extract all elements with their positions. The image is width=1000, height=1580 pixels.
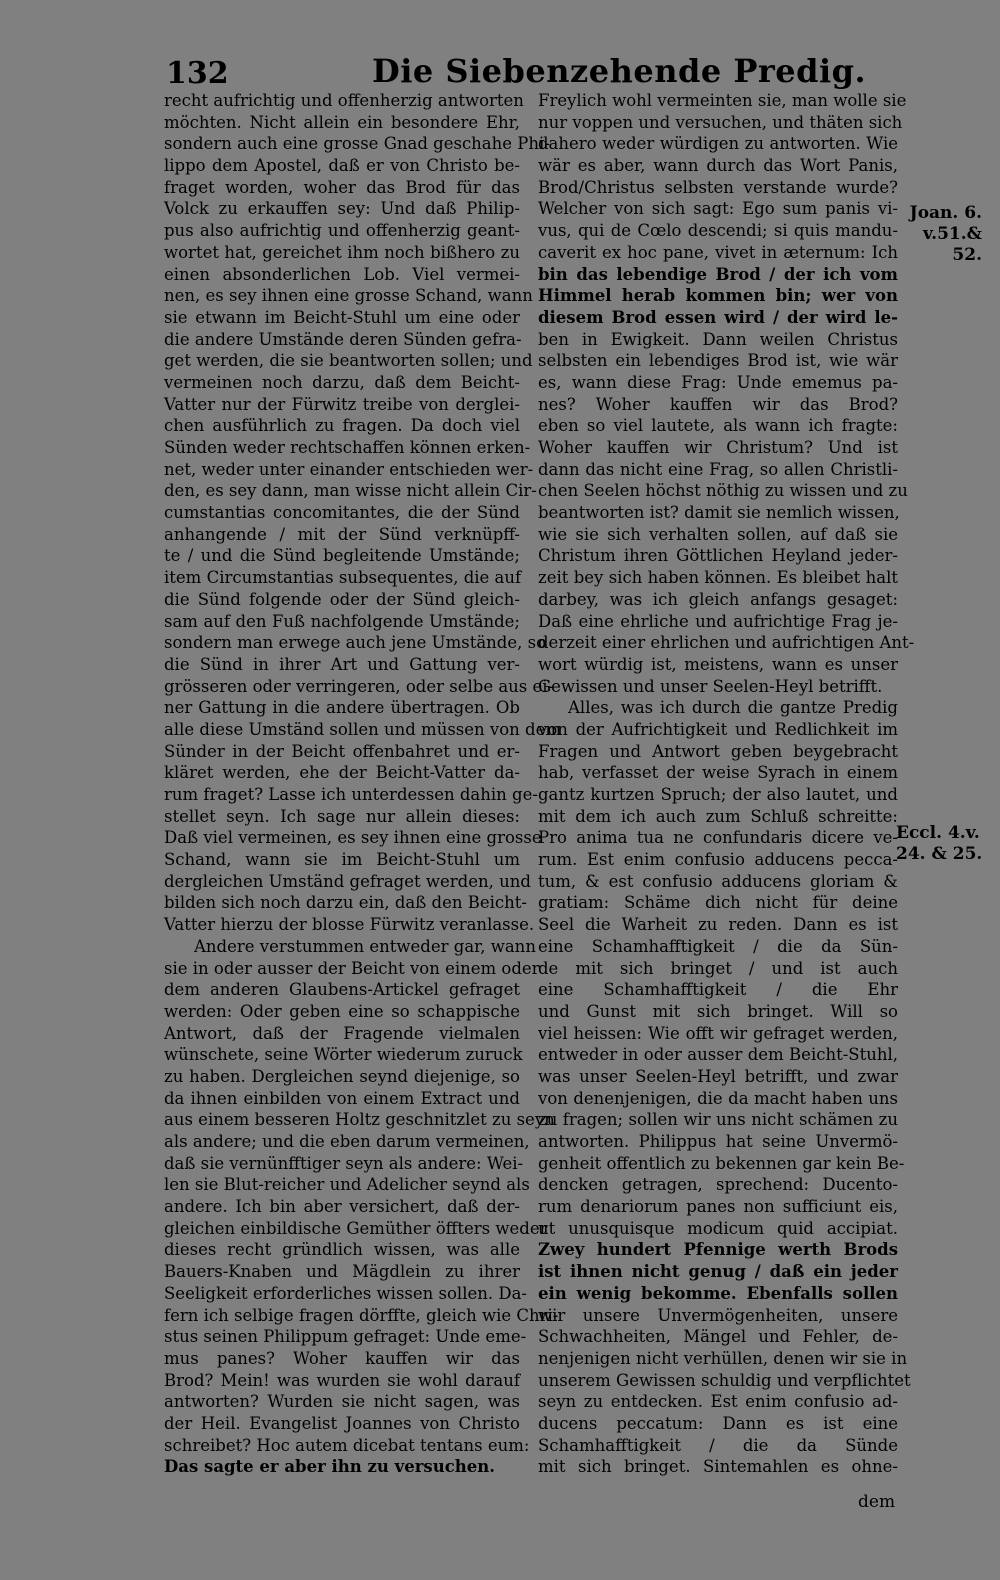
text-line: nes? Woher kauffen wir das Brod?: [538, 394, 898, 414]
text-line: aus einem besseren Holtz geschnitzlet zu seyn: [164, 1110, 555, 1130]
text-line: rum denariorum panes non sufficiunt eis,: [538, 1197, 898, 1217]
catchword: dem: [858, 1492, 896, 1512]
text-line: gleichen einbildische Gemüther öffters weder: [164, 1218, 548, 1238]
text-line: tum, & est confusio adducens gloriam &: [538, 871, 898, 891]
right-column: [538, 90, 915, 1478]
text-line: dencken getragen, sprechend: Ducento-: [538, 1175, 898, 1195]
text-line: wortet hat, gereichet ihm noch bißhero zu: [164, 242, 520, 262]
text-line: nenjenigen nicht verhüllen, denen wir sie in: [538, 1348, 908, 1368]
text-line: rum. Est enim confusio adducens pecca-: [538, 850, 898, 870]
text-line: Vatter nur der Fürwitz treibe von derglei-: [164, 394, 520, 414]
text-line: nen, es sey ihnen eine grosse Schand, wann: [164, 286, 533, 306]
text-line: mit dem ich auch zum Schluß schreitte:: [538, 806, 898, 826]
text-line: viel heissen: Wie offt wir gefraget werden,: [538, 1023, 898, 1043]
text-line: Daß eine ehrliche und aufrichtige Frag je-: [538, 611, 898, 631]
text-line: chen Seelen höchst nöthig zu wissen und zu: [538, 481, 908, 501]
text-line: de mit sich bringet / und ist auch: [538, 958, 898, 978]
text-line: dieses recht gründlich wissen, was alle: [164, 1240, 520, 1260]
text-line: Christum ihren Göttlichen Heyland jeder-: [538, 546, 898, 566]
text-line: die Sünd in ihrer Art und Gattung ver-: [164, 654, 520, 674]
text-line: die andere Umstände deren Sünden gefra-: [164, 329, 522, 349]
text-line: darbey, was ich gleich anfangs gesaget:: [538, 589, 898, 609]
text-line: get werden, die sie beantworten sollen; und: [164, 351, 533, 371]
text-line: vermeinen noch darzu, daß dem Beicht-: [164, 372, 520, 392]
margin-note-line: v.51.&: [922, 224, 982, 244]
text-line: item Circumstantias subsequentes, die auf: [164, 568, 522, 588]
text-line: Schand, wann sie im Beicht-Stuhl um: [164, 850, 520, 870]
text-line: dergleichen Umständ gefraget werden, und: [164, 871, 531, 891]
text-line: dem anderen Glaubens-Artickel gefraget: [164, 980, 520, 1000]
margin-note-line: Eccl. 4.v.: [896, 823, 980, 843]
text-line: dahero weder würdigen zu antworten. Wie: [538, 134, 898, 154]
margin-note-joan: [902, 203, 982, 266]
text-line: mit sich bringet. Sintemahlen es ohne-: [538, 1457, 898, 1477]
left-column: [164, 90, 561, 1478]
text-line: eben so viel lautete, als wann ich fragte:: [538, 416, 898, 436]
text-line: sie in oder ausser der Beicht von einem oder: [164, 958, 540, 978]
text-line: sondern man erwege auch jene Umstände, so: [164, 633, 547, 653]
text-line: hab, verfasset der weise Syrach in einem: [538, 763, 898, 783]
text-line: einen absonderlichen Lob. Viel vermei-: [164, 264, 520, 284]
text-line: ein wenig bekomme. Ebenfalls sollen: [538, 1283, 898, 1303]
text-line: Gewissen und unser Seelen-Heyl betrifft.: [538, 676, 883, 696]
text-line: alle diese Umständ sollen und müssen von dem: [164, 719, 561, 739]
text-line: ut unusquisque modicum quid accipiat.: [538, 1218, 898, 1238]
text-line: die Sünd folgende oder der Sünd gleich-: [164, 589, 520, 609]
text-line: Seel die Warheit zu reden. Dann es ist: [538, 915, 898, 935]
text-line: andere. Ich bin aber versichert, daß der-: [164, 1197, 520, 1217]
text-line: stus seinen Philippum gefraget: Unde eme-: [164, 1327, 527, 1347]
text-line: grösseren oder verringeren, oder selbe aus ei-: [164, 676, 554, 696]
text-line: Zwey hundert Pfennige werth Brods: [538, 1240, 898, 1260]
text-line: recht aufrichtig und offenherzig antworten: [164, 91, 524, 110]
text-line: zu haben. Dergleichen seynd diejenige, so: [164, 1066, 520, 1086]
text-line: fern ich selbige fragen dörffte, gleich wie Chri-: [164, 1305, 559, 1325]
running-head: Die Siebenzehende Predig.: [372, 52, 867, 90]
text-line: als andere; und die eben darum vermeinen,: [164, 1132, 530, 1151]
text-line: Seeligkeit erforderliches wissen sollen. Da-: [164, 1283, 528, 1303]
text-line: schreibet? Hoc autem dicebat tentans eum:: [164, 1435, 530, 1455]
text-line: Schamhafftigkeit / die da Sünde: [538, 1435, 898, 1455]
text-line: fraget worden, woher das Brod für das: [164, 177, 520, 197]
text-line: sondern auch eine grosse Gnad geschahe Phi-: [164, 134, 550, 154]
text-line: Sünden weder rechtschaffen können erken-: [164, 438, 531, 457]
text-line: sie etwann im Beicht-Stuhl um eine oder: [164, 307, 520, 327]
text-line: wie sie sich verhalten sollen, auf daß sie: [538, 524, 898, 544]
text-line: gratiam: Schäme dich nicht für deine: [538, 893, 898, 913]
text-line: Pro anima tua ne confundaris dicere ve-: [538, 828, 898, 848]
text-line: Schwachheiten, Mängel und Fehler, de-: [538, 1327, 898, 1347]
text-line: unserem Gewissen schuldig und verpflichtet: [538, 1370, 911, 1390]
text-line: cumstantias concomitantes, die der Sünd: [164, 503, 520, 523]
text-line: net, weder unter einander entschieden wer-: [164, 459, 534, 479]
text-line: da ihnen einbilden von einem Extract und: [164, 1088, 520, 1108]
text-line: Volck zu erkauffen sey: Und daß Philip-: [164, 199, 520, 219]
text-line: ducens peccatum: Dann es ist eine: [538, 1413, 898, 1433]
text-line: beantworten ist? damit sie nemlich wissen,: [538, 503, 900, 523]
text-line: anhangende / mit der Sünd verknüpff-: [164, 524, 520, 544]
text-line: ner Gattung in die andere übertragen. Ob: [164, 698, 520, 718]
margin-note-eccl: [896, 823, 988, 865]
text-line: sam auf den Fuß nachfolgende Umstände;: [164, 611, 520, 631]
text-line: vus, qui de Cœlo descendi; si quis mandu-: [538, 221, 898, 241]
text-line: ben in Ewigkeit. Dann weilen Christus: [538, 329, 898, 349]
text-line: eine Schamhafftigkeit / die Ehr: [538, 980, 898, 1000]
text-line: was unser Seelen-Heyl betrifft, und zwar: [538, 1066, 898, 1086]
text-line: wort würdig ist, meistens, wann es unser: [538, 654, 898, 674]
text-line: von denenjenigen, die da macht haben uns: [538, 1088, 898, 1108]
text-line: wär es aber, wann durch das Wort Panis,: [538, 156, 898, 176]
text-line: selbsten ein lebendiges Brod ist, wie wär: [538, 351, 898, 371]
text-line: diesem Brod essen wird / der wird le-: [538, 307, 898, 327]
text-line: rum fraget? Lasse ich unterdessen dahin ge-: [164, 785, 538, 804]
text-line: pus also aufrichtig und offenherzig geant-: [164, 221, 520, 241]
text-line: Sünder in der Beicht offenbahret und er-: [164, 741, 520, 761]
margin-note-line: 52.: [952, 245, 982, 265]
text-line: stellet seyn. Ich sage nur allein dieses:: [164, 806, 520, 826]
text-line: lippo dem Apostel, daß er von Christo be-: [164, 156, 520, 176]
page-number: 132: [166, 56, 229, 91]
text-line: dann das nicht eine Frag, so allen Christli-: [538, 459, 898, 479]
text-line: möchten. Nicht allein ein besondere Ehr,: [164, 112, 520, 132]
text-line: len sie Blut-reicher und Adelicher seynd als: [164, 1175, 530, 1195]
text-line: werden: Oder geben eine so schappische: [164, 1001, 520, 1021]
text-line: den, es sey dann, man wisse nicht allein Cir-: [164, 481, 537, 501]
text-line: entweder in oder ausser dem Beicht-Stuhl,: [538, 1045, 898, 1065]
text-line: caverit ex hoc pane, vivet in æternum: Ich: [538, 242, 898, 262]
text-line: bin das lebendige Brod / der ich vom: [538, 264, 898, 284]
text-line: Alles, was ich durch die gantze Predig: [568, 698, 898, 718]
text-line: kläret werden, ehe der Beicht-Vatter da-: [164, 763, 520, 783]
text-line: Antwort, daß der Fragende vielmalen: [164, 1023, 520, 1043]
text-line: Andere verstummen entweder gar, wann: [194, 936, 536, 956]
text-line: Daß viel vermeinen, es sey ihnen eine grosse: [164, 828, 542, 848]
margin-note-line: 24. & 25.: [896, 844, 983, 864]
text-line: bilden sich noch darzu ein, daß den Beicht-: [164, 893, 527, 913]
text-line: Bauers-Knaben und Mägdlein zu ihrer: [164, 1262, 520, 1282]
text-line: Himmel herab kommen bin; wer von: [538, 286, 898, 306]
text-line: ist ihnen nicht genug / daß ein jeder: [538, 1262, 898, 1282]
text-line: antworten. Philippus hat seine Unvermö-: [538, 1132, 898, 1151]
text-line: und Gunst mit sich bringet. Will so: [538, 1001, 898, 1021]
text-line: Brod/Christus selbsten verstande wurde?: [538, 177, 898, 197]
text-line: chen ausführlich zu fragen. Da doch viel: [164, 416, 520, 436]
text-line: von der Aufrichtigkeit und Redlichkeit im: [538, 719, 898, 739]
text-line: zeit bey sich haben können. Es bleibet halt: [538, 568, 898, 588]
text-line: gantz kurtzen Spruch; der also lautet, und: [538, 785, 898, 804]
text-line: der Heil. Evangelist Joannes von Christo: [164, 1413, 520, 1433]
text-line: Freylich wohl vermeinten sie, man wolle sie: [538, 91, 907, 110]
text-line: wünschete, seine Wörter wiederum zuruck: [164, 1045, 523, 1065]
text-line: Woher kauffen wir Christum? Und ist: [538, 438, 898, 457]
text-line: genheit offentlich zu bekennen gar kein Be-: [538, 1153, 905, 1173]
text-line: Welcher von sich sagt: Ego sum panis vi-: [538, 199, 898, 219]
text-line: nur voppen und versuchen, und thäten sich: [538, 112, 903, 132]
text-line: eine Schamhafftigkeit / die da Sün-: [538, 936, 898, 956]
text-line: te / und die Sünd begleitende Umstände;: [164, 546, 520, 566]
margin-note-line: Joan. 6.: [909, 203, 982, 223]
text-line: daß sie vernünfftiger seyn als andere: Wei-: [164, 1153, 524, 1173]
text-line: Vatter hierzu der blosse Fürwitz veranlasse.: [164, 915, 535, 935]
text-line: mus panes? Woher kauffen wir das: [164, 1348, 520, 1368]
text-line: Fragen und Antwort geben beygebracht: [538, 741, 898, 761]
text-line: antworten? Wurden sie nicht sagen, was: [164, 1392, 520, 1412]
text-line: Brod? Mein! was wurden sie wohl darauf: [164, 1370, 520, 1390]
text-line: Das sagte er aber ihn zu versuchen.: [164, 1457, 495, 1477]
text-line: es, wann diese Frag: Unde ememus pa-: [538, 372, 898, 392]
text-line: zu fragen; sollen wir uns nicht schämen zu: [538, 1110, 898, 1130]
text-line: wir unsere Unvermögenheiten, unsere: [538, 1305, 898, 1325]
text-line: derzeit einer ehrlichen und aufrichtigen Ant-: [538, 633, 915, 653]
text-line: seyn zu entdecken. Est enim confusio ad-: [538, 1392, 898, 1412]
